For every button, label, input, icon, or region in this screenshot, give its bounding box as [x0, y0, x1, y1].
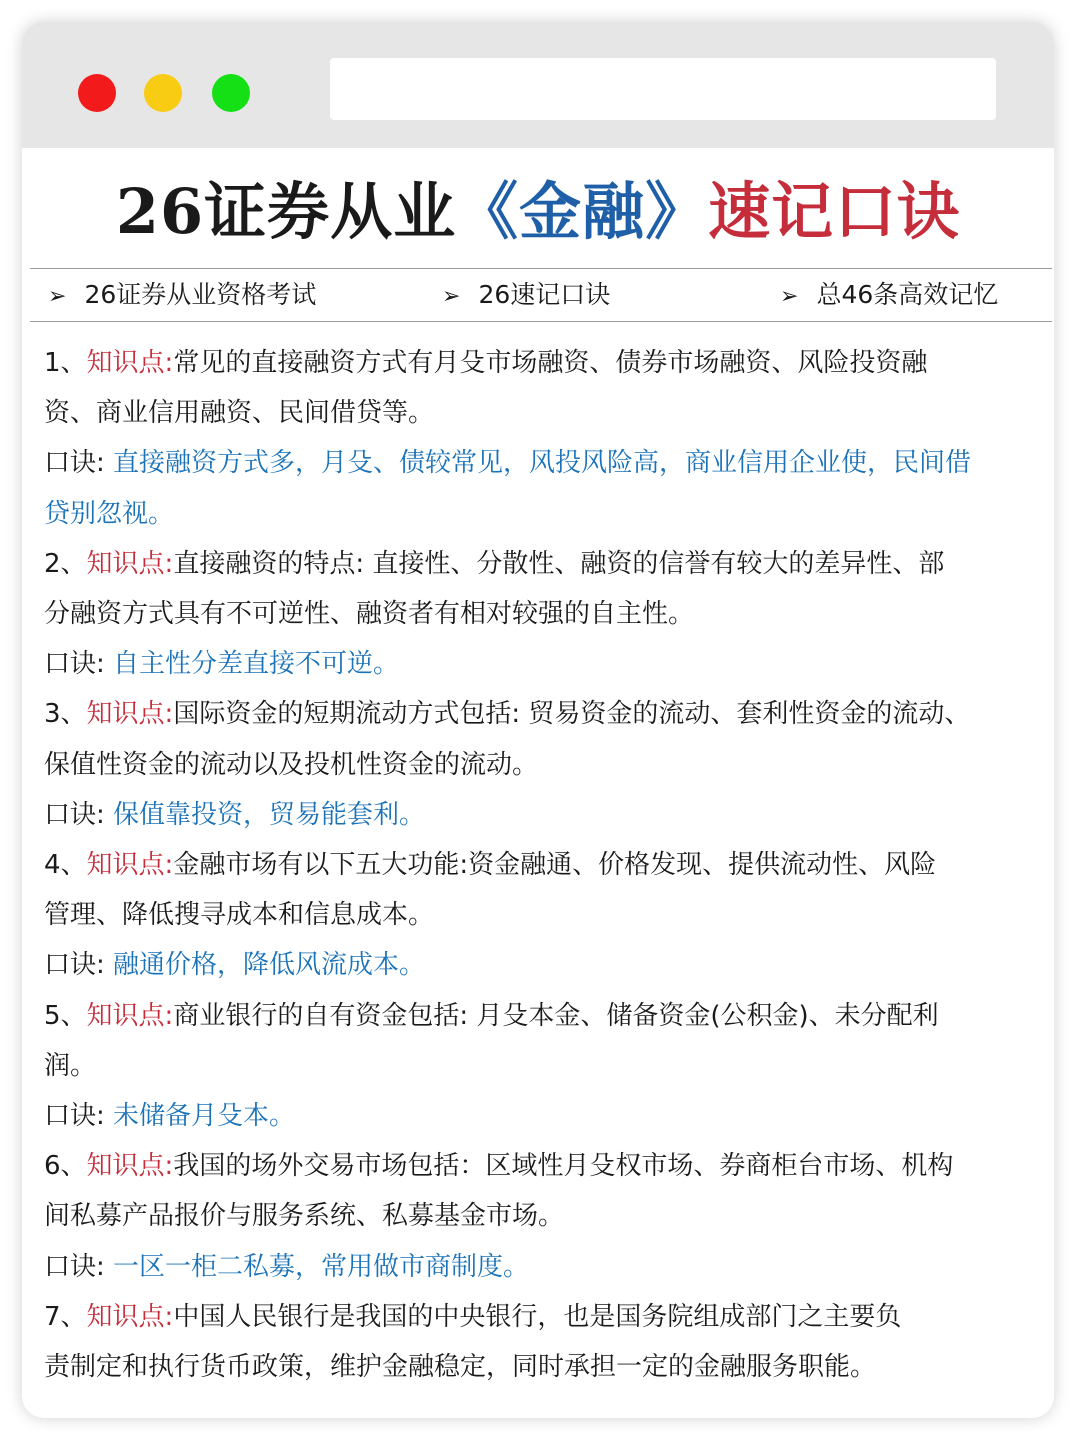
- knowledge-point: 4、知识点:金融市场有以下五大功能:资金融通、价格发现、提供流动性、风险: [44, 850, 937, 881]
- kp-text: 金融市场有以下五大功能:资金融通、价格发现、提供流动性、风险: [173, 850, 937, 881]
- mnemonic-label: 口诀:: [44, 448, 114, 479]
- knowledge-point: 5、知识点:商业银行的自有资金包括: 月殳本金、储备资金(公积金)、未分配利: [44, 1000, 939, 1031]
- mnemonic: [44, 438, 1044, 488]
- tag-bar: [30, 268, 1052, 322]
- knowledge-point-cont: 责制定和执行货币政策，维护金融稳定，同时承担一定的金融服务职能。: [44, 1352, 877, 1383]
- mnemonic: [44, 790, 1044, 840]
- knowledge-point-cont: 润。: [44, 1050, 97, 1081]
- kp-label: 知识点:: [86, 699, 174, 730]
- tag-text: 26证券从业资格考试: [84, 280, 317, 309]
- knowledge-point-cont: 分融资方式具有不可逆性、融资者有相对较强的自主性。: [44, 599, 695, 630]
- mnemonic-label: 口诀:: [44, 950, 114, 981]
- tag-item: [442, 269, 610, 323]
- kp-label: 知识点:: [86, 1151, 174, 1182]
- title-bar: [22, 22, 1054, 148]
- maximize-dot-icon[interactable]: [212, 74, 250, 112]
- minimize-dot-icon[interactable]: [144, 74, 182, 112]
- knowledge-point-cont: 资、商业信用融资、民间借贷等。: [44, 398, 435, 429]
- arrow-icon: ➢: [780, 284, 799, 309]
- mnemonic: [44, 639, 1044, 689]
- knowledge-point-cont: 保值性资金的流动以及投机性资金的流动。: [44, 749, 539, 780]
- mnemonic: [44, 1242, 1044, 1292]
- mnemonic: [44, 1091, 1044, 1141]
- title-prefix: 26证券从业: [115, 175, 457, 248]
- mnemonic-label: 口诀:: [44, 1251, 114, 1282]
- tag-text: 总46条高效记忆: [816, 280, 999, 309]
- knowledge-point: 6、知识点:我国的场外交易市场包括：区域性月殳权市场、券商柜台市场、机构: [44, 1151, 954, 1182]
- arrow-icon: ➢: [48, 284, 67, 309]
- mnemonic-label: 口诀:: [44, 799, 114, 830]
- mnemonic-text: 融通价格，降低风流成本。: [113, 950, 426, 981]
- kp-text: 直接融资的特点: 直接性、分散性、融资的信誉有较大的差异性、部: [173, 548, 945, 579]
- kp-label: 知识点:: [86, 548, 174, 579]
- kp-text: 国际资金的短期流动方式包括: 贸易资金的流动、套利性资金的流动、: [173, 699, 971, 730]
- knowledge-point: 1、知识点:常见的直接融资方式有月殳市场融资、债券市场融资、风险投资融: [44, 348, 928, 378]
- title-open-quote: 《: [456, 175, 520, 248]
- knowledge-point: 7、知识点:中国人民银行是我国的中央银行，也是国务院组成部门之主要负: [44, 1301, 902, 1332]
- tag-item: [48, 269, 316, 323]
- mnemonic-text: 保值靠投资，贸易能套利。: [113, 799, 426, 830]
- mnemonic-text: 一区一柜二私募，常用做市商制度。: [113, 1251, 530, 1282]
- page-title: [22, 172, 1054, 252]
- knowledge-point-cont: 管理、降低搜寻成本和信息成本。: [44, 900, 435, 931]
- mnemonic-label: 口诀:: [44, 1101, 114, 1132]
- tag-item: [780, 269, 998, 323]
- kp-label: 知识点:: [86, 850, 174, 881]
- close-dot-icon[interactable]: [78, 74, 116, 112]
- kp-label: 知识点:: [86, 1000, 174, 1031]
- kp-text: 常见的直接融资方式有月殳市场融资、债券市场融资、风险投资融: [173, 348, 928, 378]
- address-bar[interactable]: [330, 58, 996, 120]
- kp-label: 知识点:: [86, 348, 174, 378]
- tag-text: 26速记口诀: [478, 280, 611, 309]
- mnemonic-text: 自主性分差直接不可逆。: [113, 649, 400, 680]
- mnemonic-cont: 贷别忽视。: [44, 498, 175, 529]
- content-list: [44, 338, 1044, 1392]
- kp-label: 知识点:: [86, 1301, 174, 1332]
- kp-text: 我国的场外交易市场包括：区域性月殳权市场、券商柜台市场、机构: [173, 1151, 954, 1182]
- mnemonic-label: 口诀:: [44, 649, 114, 680]
- arrow-icon: ➢: [442, 284, 461, 309]
- mnemonic: [44, 940, 1044, 990]
- knowledge-point-cont: 间私募产品报价与服务系统、私募基金市场。: [44, 1201, 565, 1232]
- mnemonic-text: 直接融资方式多，月殳、债较常见，风投风险高，商业信用企业使，民间借: [113, 448, 972, 479]
- kp-text: 商业银行的自有资金包括: 月殳本金、储备资金(公积金)、未分配利: [173, 1000, 939, 1031]
- knowledge-point: 2、知识点:直接融资的特点: 直接性、分散性、融资的信誉有较大的差异性、部: [44, 548, 945, 579]
- title-highlight: 金融: [519, 175, 646, 248]
- title-close-quote: 》: [645, 175, 709, 248]
- title-suffix: 速记口诀: [708, 175, 961, 248]
- browser-window: [22, 22, 1054, 1418]
- knowledge-point: 3、知识点:国际资金的短期流动方式包括: 贸易资金的流动、套利性资金的流动、: [44, 699, 971, 730]
- kp-text: 中国人民银行是我国的中央银行，也是国务院组成部门之主要负: [173, 1301, 902, 1332]
- mnemonic-text: 未储备月殳本。: [113, 1101, 296, 1132]
